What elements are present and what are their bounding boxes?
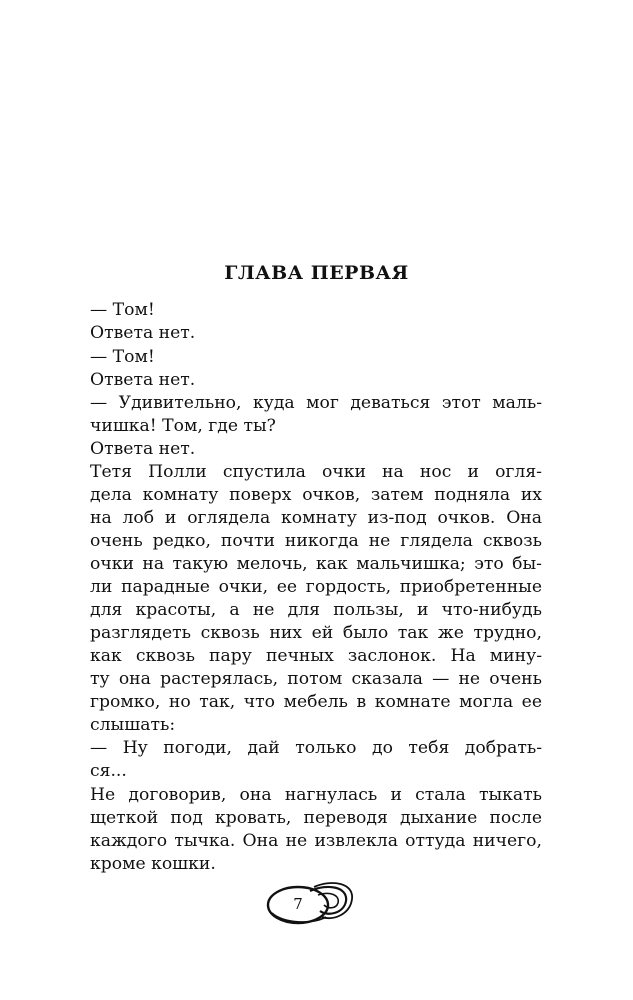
dialogue-line: ся... [90, 761, 127, 781]
paragraph-line: Не договорив, она нагнулась и стала тыкать [90, 785, 542, 805]
dialogue-line: — Том! [90, 300, 155, 320]
paragraph-line: громко, но так, что мебель в комнате могла ее [90, 692, 542, 712]
paragraph-line: Тетя Полли спустила очки на нос и огля- [90, 462, 542, 482]
text-line: Ответа нет. [90, 370, 196, 390]
paragraph-line: ту она растерялась, потом сказала — не очень [90, 669, 542, 689]
paragraph-line: очки на такую мелочь, как мальчишка; это бы- [90, 554, 542, 574]
text-line: чишка! Том, где ты? [90, 416, 276, 436]
page-number-ornament [262, 877, 362, 933]
paragraph-line: для красоты, а не для пользы, и что-нибудь [90, 600, 542, 620]
paragraph-line: как сквозь пару печных заслонок. На мину- [90, 646, 542, 666]
dialogue-line: — Ну погоди, дай только до тебя добрать- [90, 738, 542, 758]
chapter-title: ГЛАВА ПЕРВАЯ [224, 262, 409, 284]
dialogue-line: — Удивительно, куда мог деваться этот маль- [90, 393, 542, 413]
text-line: Ответа нет. [90, 439, 196, 459]
paragraph-line: щеткой под кровать, переводя дыхание после [90, 808, 542, 828]
text-line: Ответа нет. [90, 323, 196, 343]
paragraph-line: ли парадные очки, ее гордость, приобретенные [90, 577, 542, 597]
dialogue-line: — Том! [90, 347, 155, 367]
paragraph-line: каждого тычка. Она не извлекла оттуда ничего, [90, 831, 542, 851]
page-number: 7 [293, 895, 303, 913]
paragraph-line: дела комнату поверх очков, затем подняла их [90, 485, 542, 505]
paragraph-line: на лоб и оглядела комнату из-под очков. Она [90, 508, 542, 528]
paragraph-line: слышать: [90, 715, 176, 735]
paragraph-line: кроме кошки. [90, 854, 216, 874]
paragraph-line: очень редко, почти никогда не глядела сквозь [90, 531, 542, 551]
swirl-ornament-icon [262, 877, 362, 933]
paragraph-line: разглядеть сквозь них ей было так же трудно, [90, 623, 542, 643]
